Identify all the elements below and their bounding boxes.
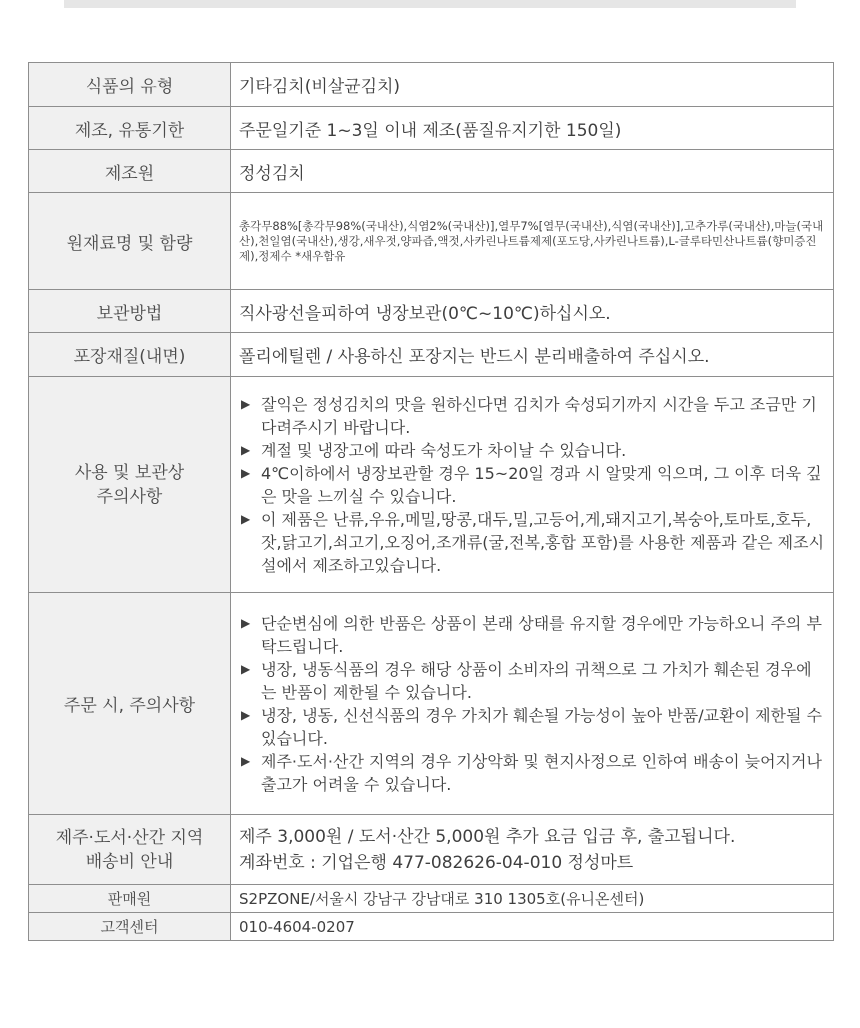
label-line: 배송비 안내 (85, 851, 174, 872)
table-row (29, 107, 834, 150)
seller-value: S2PZONE/서울시 강남구 강남대로 310 1305호(유니온센터) (231, 885, 834, 913)
label-line: 제주·도서·산간 지역 (55, 827, 204, 848)
triangle-bullet-icon: ▶ (241, 511, 251, 526)
row-value: 기타김치(비살균김치) (231, 63, 834, 107)
table-row (29, 913, 834, 941)
triangle-bullet-icon: ▶ (241, 753, 251, 768)
row-label: 포장재질(내면) (29, 333, 231, 377)
product-info-table (28, 62, 834, 941)
list-item: ▶ 냉장, 냉동, 신선식품의 경우 가치가 훼손될 가능성이 높아 반품/교환이 제한될 수 있습니다. (241, 705, 823, 748)
triangle-bullet-icon: ▶ (241, 661, 251, 676)
support-phone: 010-4604-0207 (231, 913, 834, 941)
usage-notes-label (29, 377, 231, 593)
list-item: ▶ 계절 및 냉장고에 따라 숙성도가 차이날 수 있습니다. (241, 440, 627, 460)
table-row (29, 333, 834, 377)
triangle-bullet-icon: ▶ (241, 465, 251, 480)
table-row (29, 290, 834, 333)
value-line: 계좌번호 : 기업은행 477-082626-04-010 정성마트 (239, 852, 634, 873)
row-value: 폴리에틸렌 / 사용하신 포장지는 반드시 분리배출하여 주십시오. (231, 333, 834, 377)
shipping-row (29, 815, 834, 885)
value-line: 제주 3,000원 / 도서·산간 5,000원 추가 요금 입금 후, 출고됩니다. (239, 826, 736, 847)
usage-notes-value (231, 377, 834, 593)
list-item: ▶ 잘익은 정성김치의 맛을 원하신다면 김치가 숙성되기까지 시간을 두고 조금만 기다려주시기 바랍니다. (241, 394, 817, 437)
table-row (29, 150, 834, 193)
seller-label: 판매원 (29, 885, 231, 913)
row-label: 보관방법 (29, 290, 231, 333)
usage-notes-row (29, 377, 834, 593)
row-label: 제조원 (29, 150, 231, 193)
table-row (29, 193, 834, 290)
list-item: ▶ 제주·도서·산간 지역의 경우 기상악화 및 현지사정으로 인하여 배송이 늦어지거나 출고가 어려울 수 있습니다. (241, 751, 822, 794)
triangle-bullet-icon: ▶ (241, 396, 251, 411)
list-item: ▶ 이 제품은 난류,우유,메밀,땅콩,대두,밀,고등어,게,돼지고기,복숭아,토마토,호두,잣,닭고기,쇠고기,오징어,조개류(굴,전복,홍합 포함)를 사용한 제품과 같은 제조시설에서 제조하고있습니다. (241, 509, 825, 575)
row-label: 제조, 유통기한 (29, 107, 231, 150)
order-notes-value (231, 593, 834, 815)
triangle-bullet-icon: ▶ (241, 615, 251, 630)
label-line: 사용 및 보관상 (74, 462, 185, 483)
usage-notes-list (239, 393, 825, 577)
list-item: ▶ 4℃이하에서 냉장보관할 경우 15~20일 경과 시 알맞게 익으며, 그 이후 더욱 깊은 맛을 느끼실 수 있습니다. (241, 463, 822, 506)
triangle-bullet-icon: ▶ (241, 442, 251, 457)
row-value: 주문일기준 1~3일 이내 제조(품질유지기한 150일) (231, 107, 834, 150)
row-value: 정성김치 (231, 150, 834, 193)
list-item: ▶ 냉장, 냉동식품의 경우 해당 상품이 소비자의 귀책으로 그 가치가 훼손된 경우에는 반품이 제한될 수 있습니다. (241, 659, 812, 702)
row-value: 직사광선을피하여 냉장보관(0℃~10℃)하십시오. (231, 290, 834, 333)
triangle-bullet-icon: ▶ (241, 707, 251, 722)
table-row (29, 885, 834, 913)
order-notes-list (239, 612, 825, 796)
order-notes-label: 주문 시, 주의사항 (29, 593, 231, 815)
order-notes-row (29, 593, 834, 815)
label-line: 주의사항 (96, 486, 163, 507)
ingredients-value: 총각무88%[총각무98%(국내산),식염2%(국내산)],열무7%[열무(국내산),식염(국내산)],고추가루(국내산),마늘(국내산),천일염(국내산),생강,새우젓,양파즙,액젓,사카린나트륨제제(포도당,사카린나트륨),L-글루타민산나트륨(향미증진제),정제수 *새우함유 (231, 193, 834, 290)
list-item: ▶ 단순변심에 의한 반품은 상품이 본래 상태를 유지할 경우에만 가능하오니 주의 부탁드립니다. (241, 613, 822, 656)
support-label: 고객센터 (29, 913, 231, 941)
row-label: 식품의 유형 (29, 63, 231, 107)
top-divider-bar (64, 0, 796, 8)
shipping-value (231, 815, 834, 885)
table-row (29, 63, 834, 107)
row-label: 원재료명 및 함량 (29, 193, 231, 290)
shipping-label (29, 815, 231, 885)
